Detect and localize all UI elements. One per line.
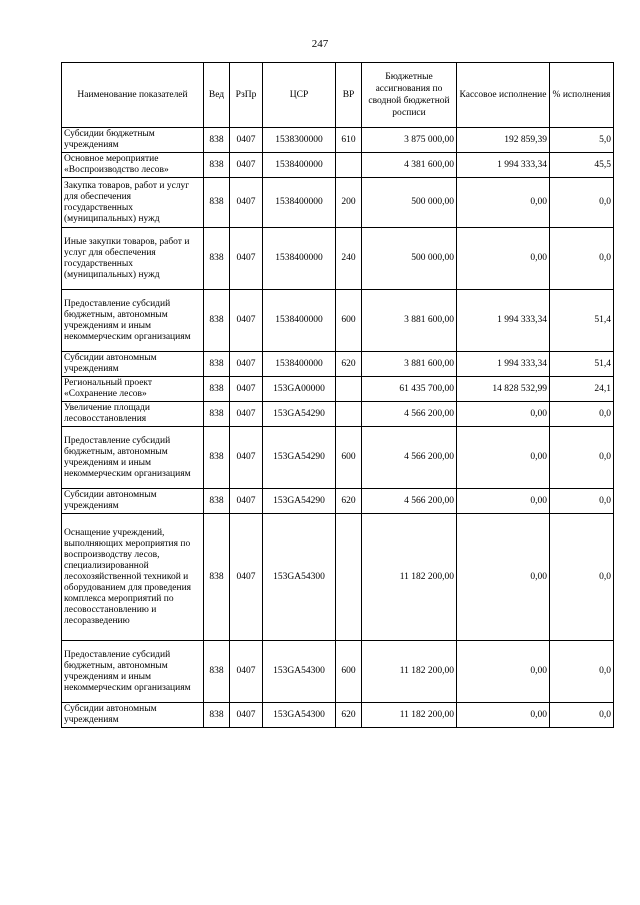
row-percent: 45,5 <box>550 153 614 178</box>
row-budget: 11 182 200,00 <box>362 514 457 641</box>
row-csr: 1538300000 <box>263 128 336 153</box>
row-budget: 500 000,00 <box>362 178 457 228</box>
row-csr: 153GA54300 <box>263 641 336 703</box>
row-name: Основное мероприятие «Воспроизводство лесов» <box>62 153 204 178</box>
row-kassa: 0,00 <box>457 402 550 427</box>
row-kassa: 0,00 <box>457 489 550 514</box>
row-budget: 4 566 200,00 <box>362 427 457 489</box>
row-percent: 0,0 <box>550 703 614 728</box>
row-percent: 51,4 <box>550 290 614 352</box>
row-percent: 0,0 <box>550 489 614 514</box>
row-kassa: 0,00 <box>457 427 550 489</box>
row-vr: 620 <box>336 703 362 728</box>
column-header-budget: Бюджетные ассигнования по сводной бюджетной росписи <box>362 63 457 128</box>
row-kassa: 192 859,39 <box>457 128 550 153</box>
row-ved: 838 <box>204 153 230 178</box>
row-rzpr: 0407 <box>230 402 263 427</box>
row-csr: 1538400000 <box>263 352 336 377</box>
row-rzpr: 0407 <box>230 178 263 228</box>
row-name: Субсидии бюджетным учреждениям <box>62 128 204 153</box>
column-header-kassa: Кассовое исполнение <box>457 63 550 128</box>
row-csr: 1538400000 <box>263 178 336 228</box>
table-header-row <box>62 63 614 128</box>
row-rzpr: 0407 <box>230 290 263 352</box>
row-budget: 61 435 700,00 <box>362 377 457 402</box>
row-ved: 838 <box>204 703 230 728</box>
row-csr: 153GA00000 <box>263 377 336 402</box>
row-budget: 3 881 600,00 <box>362 290 457 352</box>
row-name: Закупка товаров, работ и услуг для обеспечения государственных (муниципальных) нужд <box>62 178 204 228</box>
row-name: Предоставление субсидий бюджетным, автономным учреждениям и иным некоммерческим организациям <box>62 641 204 703</box>
row-csr: 1538400000 <box>263 153 336 178</box>
row-vr: 200 <box>336 178 362 228</box>
row-kassa: 0,00 <box>457 178 550 228</box>
row-rzpr: 0407 <box>230 427 263 489</box>
table-row <box>62 703 614 728</box>
row-kassa: 14 828 532,99 <box>457 377 550 402</box>
row-name: Субсидии автономным учреждениям <box>62 489 204 514</box>
table-row <box>62 377 614 402</box>
row-rzpr: 0407 <box>230 377 263 402</box>
row-rzpr: 0407 <box>230 489 263 514</box>
column-header-percent: % исполнения <box>550 63 614 128</box>
column-header-vr: ВР <box>336 63 362 128</box>
table-row <box>62 128 614 153</box>
page-number: 247 <box>311 38 329 50</box>
row-kassa: 0,00 <box>457 641 550 703</box>
row-kassa: 0,00 <box>457 703 550 728</box>
table-row <box>62 514 614 641</box>
row-vr: 600 <box>336 427 362 489</box>
row-percent: 0,0 <box>550 178 614 228</box>
row-rzpr: 0407 <box>230 514 263 641</box>
row-kassa: 0,00 <box>457 514 550 641</box>
row-ved: 838 <box>204 514 230 641</box>
row-rzpr: 0407 <box>230 228 263 290</box>
table-row <box>62 402 614 427</box>
row-kassa: 1 994 333,34 <box>457 153 550 178</box>
row-ved: 838 <box>204 178 230 228</box>
table-row <box>62 290 614 352</box>
row-budget: 500 000,00 <box>362 228 457 290</box>
row-budget: 11 182 200,00 <box>362 703 457 728</box>
row-ved: 838 <box>204 641 230 703</box>
row-name: Предоставление субсидий бюджетным, автономным учреждениям и иным некоммерческим организациям <box>62 427 204 489</box>
row-vr <box>336 153 362 178</box>
row-name: Региональный проект «Сохранение лесов» <box>62 377 204 402</box>
row-rzpr: 0407 <box>230 153 263 178</box>
row-budget: 4 566 200,00 <box>362 402 457 427</box>
table-row <box>62 228 614 290</box>
row-name: Предоставление субсидий бюджетным, автономным учреждениям и иным некоммерческим организациям <box>62 290 204 352</box>
table-row <box>62 178 614 228</box>
row-csr: 153GA54290 <box>263 402 336 427</box>
row-percent: 0,0 <box>550 641 614 703</box>
table-row <box>62 153 614 178</box>
table-row <box>62 427 614 489</box>
row-vr: 610 <box>336 128 362 153</box>
row-rzpr: 0407 <box>230 352 263 377</box>
table-row <box>62 489 614 514</box>
row-percent: 24,1 <box>550 377 614 402</box>
row-ved: 838 <box>204 352 230 377</box>
row-rzpr: 0407 <box>230 641 263 703</box>
row-vr: 240 <box>336 228 362 290</box>
row-ved: 838 <box>204 377 230 402</box>
column-header-csr: ЦСР <box>263 63 336 128</box>
row-kassa: 0,00 <box>457 228 550 290</box>
row-budget: 11 182 200,00 <box>362 641 457 703</box>
row-name: Оснащение учреждений, выполняющих мероприятия по воспроизводству лесов, специализированной лесохозяйственной техникой и оборудованием для проведения комплекса мероприятий по лесовосстановлению и лесоразведению <box>62 514 204 641</box>
row-name: Субсидии автономным учреждениям <box>62 352 204 377</box>
row-ved: 838 <box>204 489 230 514</box>
row-percent: 0,0 <box>550 514 614 641</box>
row-csr: 153GA54300 <box>263 514 336 641</box>
row-vr: 600 <box>336 290 362 352</box>
row-ved: 838 <box>204 128 230 153</box>
row-csr: 153GA54290 <box>263 489 336 514</box>
row-kassa: 1 994 333,34 <box>457 352 550 377</box>
row-percent: 5,0 <box>550 128 614 153</box>
column-header-rzpr: РзПр <box>230 63 263 128</box>
row-budget: 4 381 600,00 <box>362 153 457 178</box>
row-percent: 0,0 <box>550 402 614 427</box>
row-percent: 51,4 <box>550 352 614 377</box>
row-name: Иные закупки товаров, работ и услуг для обеспечения государственных (муниципальных) нужд <box>62 228 204 290</box>
row-budget: 3 881 600,00 <box>362 352 457 377</box>
row-csr: 153GA54290 <box>263 427 336 489</box>
budget-execution-table <box>61 62 614 728</box>
table-row <box>62 641 614 703</box>
row-ved: 838 <box>204 402 230 427</box>
row-budget: 3 875 000,00 <box>362 128 457 153</box>
row-rzpr: 0407 <box>230 703 263 728</box>
row-percent: 0,0 <box>550 228 614 290</box>
row-vr: 620 <box>336 489 362 514</box>
row-vr: 600 <box>336 641 362 703</box>
row-ved: 838 <box>204 228 230 290</box>
row-vr <box>336 402 362 427</box>
row-percent: 0,0 <box>550 427 614 489</box>
row-csr: 1538400000 <box>263 228 336 290</box>
row-csr: 1538400000 <box>263 290 336 352</box>
row-kassa: 1 994 333,34 <box>457 290 550 352</box>
row-vr: 620 <box>336 352 362 377</box>
row-csr: 153GA54300 <box>263 703 336 728</box>
row-ved: 838 <box>204 427 230 489</box>
row-vr <box>336 377 362 402</box>
row-name: Субсидии автономным учреждениям <box>62 703 204 728</box>
row-name: Увеличение площади лесовосстановления <box>62 402 204 427</box>
column-header-name: Наименование показателей <box>62 63 204 128</box>
row-rzpr: 0407 <box>230 128 263 153</box>
row-vr <box>336 514 362 641</box>
table-row <box>62 352 614 377</box>
column-header-ved: Вед <box>204 63 230 128</box>
row-budget: 4 566 200,00 <box>362 489 457 514</box>
row-ved: 838 <box>204 290 230 352</box>
